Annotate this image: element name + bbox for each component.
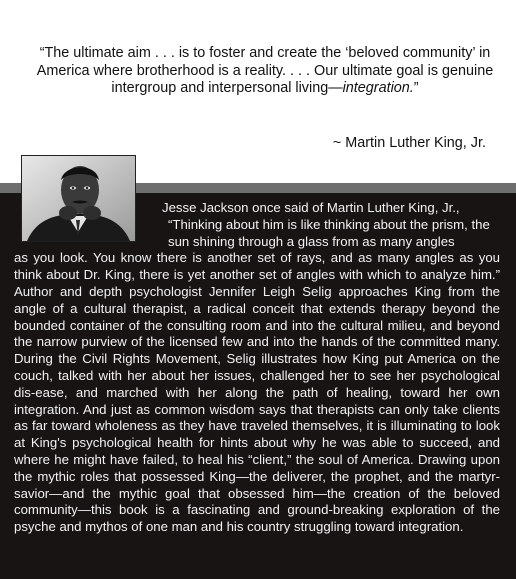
epigraph-quote — [30, 45, 500, 98]
quote-close: ” — [413, 80, 419, 96]
book-description — [14, 200, 500, 536]
description-first-line: Jesse Jackson once said of Martin Luther King, Jr., — [162, 200, 460, 215]
quote-emphasis: integration. — [342, 80, 414, 96]
quote-attribution: ~ Martin Luther King, Jr. — [332, 135, 486, 151]
description-body: as you look. You know there is another set of rays, and as many angles as you think about Dr. King, there is yet another set of angles with which to analyze him.” Author and depth psychologist Jennifer Leigh Selig approaches King from the angle of a cultural therapist, a radical conceit that extends therapy beyond the bounded container of the consulting room and into the cultural milieu, and beyond the narrow purview of the licensed few and into the hands of the committed many. During the Civil Rights Movement, Selig illustrates how King put America on the couch, talked with her about her issues, challenged her to see her psychological dis-ease, and marched with her along the path of healing, toward her own integration. And just as common wisdom says that therapists can only take clients as far toward wholeness as they have traveled themselves, it is illuminating to look at King's psychological health for hints about why he was able to succeed, and where he might have failed, to heal his “client,” the soul of America. Drawing upon the mythic roles that possessed King—the deliverer, the prophet, and the martyr-savior—and the mythic goal that obsessed him—the creation of the beloved community—this book is a fascinating and ground-breaking exploration of the psyche and mythos of one man and his country struggling toward integration. — [14, 250, 500, 535]
quote-text: “The ultimate aim . . . is to foster and create the ‘beloved community’ in America where brotherhood is a reality. . . . Our ultimate goal is genuine intergroup and interpersonal living— — [36, 45, 494, 96]
description-quote-lines: “Thinking about him is like thinking about the prism, the sun shining through a glass from as many angles — [168, 216, 490, 249]
